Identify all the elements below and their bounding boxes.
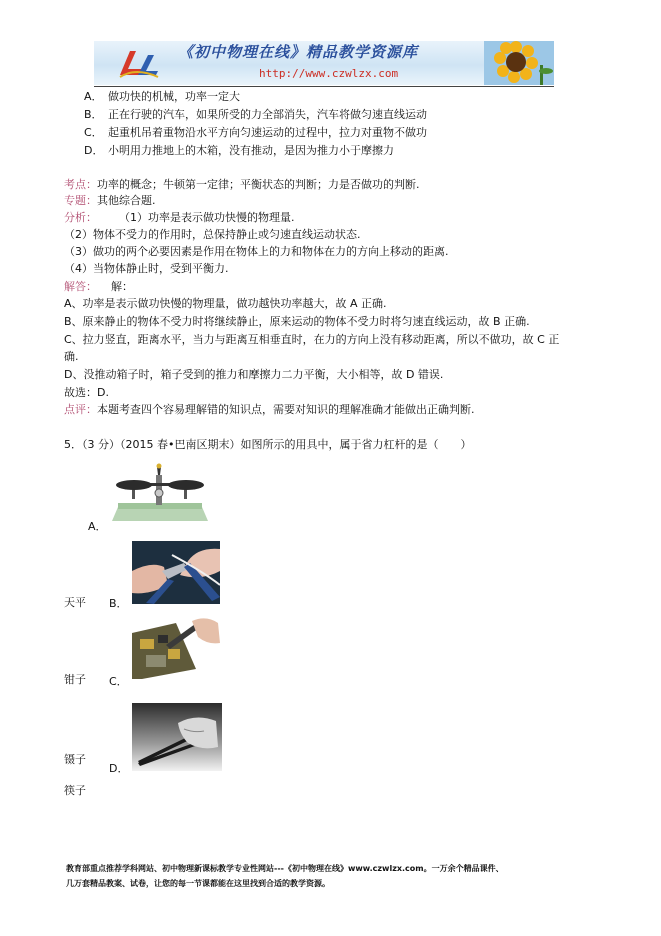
site-banner — [94, 41, 554, 85]
jieda-head: 解： — [111, 280, 133, 293]
kaodian-line — [64, 177, 420, 192]
jieda-line-3: C、拉力竖直，距离水平，当力与距离互相垂直时，在力的方向上没有移动距离，所以不做功，故 C 正 — [64, 333, 560, 346]
sunflower-icon — [484, 41, 554, 85]
fenxi-line-3: （3）做功的两个必要因素是作用在物体上的力和物体在力的方向上移动的距离. — [64, 245, 449, 258]
option-letter: C． — [84, 126, 103, 139]
banner-url[interactable]: http://www.czwlzx.com — [259, 67, 399, 80]
option-letter: D． — [84, 144, 104, 157]
footer-line-1: 教育部重点推荐学科网站、初中物理新课标教学专业性网站---《初中物理在线》www.czwlzx.com。一万余个精品课件、 — [66, 864, 504, 873]
option-text: 小明用力推地上的木箱，没有推动，是因为推力小于摩擦力 — [108, 144, 394, 157]
option-d-row — [84, 143, 394, 158]
jieda-line-2: B、原来静止的物体不受力时将继续静止，原来运动的物体不受力时将匀速直线运动，故 B 正确. — [64, 315, 530, 328]
chopsticks-image — [132, 703, 222, 771]
zhuanti-label: 专题： — [64, 194, 97, 207]
option-text: 正在行驶的汽车，如果所受的力全部消失，汽车将做匀速直线运动 — [108, 108, 427, 121]
option-c-row — [84, 125, 427, 140]
option-b-label: 钳子 — [64, 673, 86, 686]
site-logo-icon — [114, 47, 160, 81]
header-rule — [94, 86, 554, 87]
dianping-line — [64, 402, 475, 417]
tweezers-image — [132, 615, 220, 679]
banner-title: 《初中物理在线》精品教学资源库 — [178, 43, 419, 61]
jieda-line-4: 确. — [64, 350, 79, 363]
option-c-letter: C． — [109, 675, 128, 688]
zhuanti-text: 其他综合题. — [97, 194, 156, 207]
footer-line-2: 几万套精品教案、试卷，让您的每一节课都能在这里找到合适的教学资源。 — [66, 879, 330, 888]
option-text: 做功快的机械，功率一定大 — [108, 90, 240, 103]
option-text: 起重机吊着重物沿水平方向匀速运动的过程中，拉力对重物不做功 — [108, 126, 427, 139]
option-letter: B． — [84, 108, 103, 121]
option-d-letter: D． — [109, 762, 129, 775]
option-c-label: 镊子 — [64, 753, 86, 766]
option-a-label: 天平 — [64, 596, 86, 609]
dianping-text: 本题考查四个容易理解错的知识点，需要对知识的理解准确才能做出正确判断. — [97, 403, 475, 416]
fenxi-label: 分析： — [64, 211, 97, 224]
option-a-letter: A． — [88, 520, 107, 533]
option-letter: A． — [84, 90, 103, 103]
zhuanti-line — [64, 193, 156, 208]
option-a-row — [84, 89, 240, 104]
jieda-line-5: D、没推动箱子时，箱子受到的推力和摩擦力二力平衡，大小相等，故 D 错误. — [64, 368, 444, 381]
question-5-stem: 5．（3 分）（2015 春•巴南区期末）如图所示的用具中，属于省力杠杆的是（ ） — [64, 438, 472, 451]
fenxi-line-4: （4）当物体静止时，受到平衡力. — [64, 262, 229, 275]
kaodian-label: 考点： — [64, 178, 97, 191]
jieda-line-6: 故选：D. — [64, 386, 109, 399]
balance-scale-image — [108, 463, 212, 525]
kaodian-text: 功率的概念；牛顿第一定律；平衡状态的判断；力是否做功的判断. — [97, 178, 420, 191]
jieda-line — [64, 279, 133, 294]
fenxi-line-1: （1）功率是表示做功快慢的物理量. — [119, 211, 295, 224]
dianping-label: 点评： — [64, 403, 97, 416]
fenxi-line-2: （2）物体不受力的作用时，总保持静止或匀速直线运动状态. — [64, 228, 361, 241]
option-b-letter: B． — [109, 597, 128, 610]
jieda-label: 解答： — [64, 280, 97, 293]
option-d-label: 筷子 — [64, 784, 86, 797]
fenxi-line — [64, 210, 295, 225]
jieda-line-1: A、功率是表示做功快慢的物理量，做功越快功率越大，故 A 正确. — [64, 297, 387, 310]
option-b-row — [84, 107, 427, 122]
pliers-image — [132, 541, 220, 604]
